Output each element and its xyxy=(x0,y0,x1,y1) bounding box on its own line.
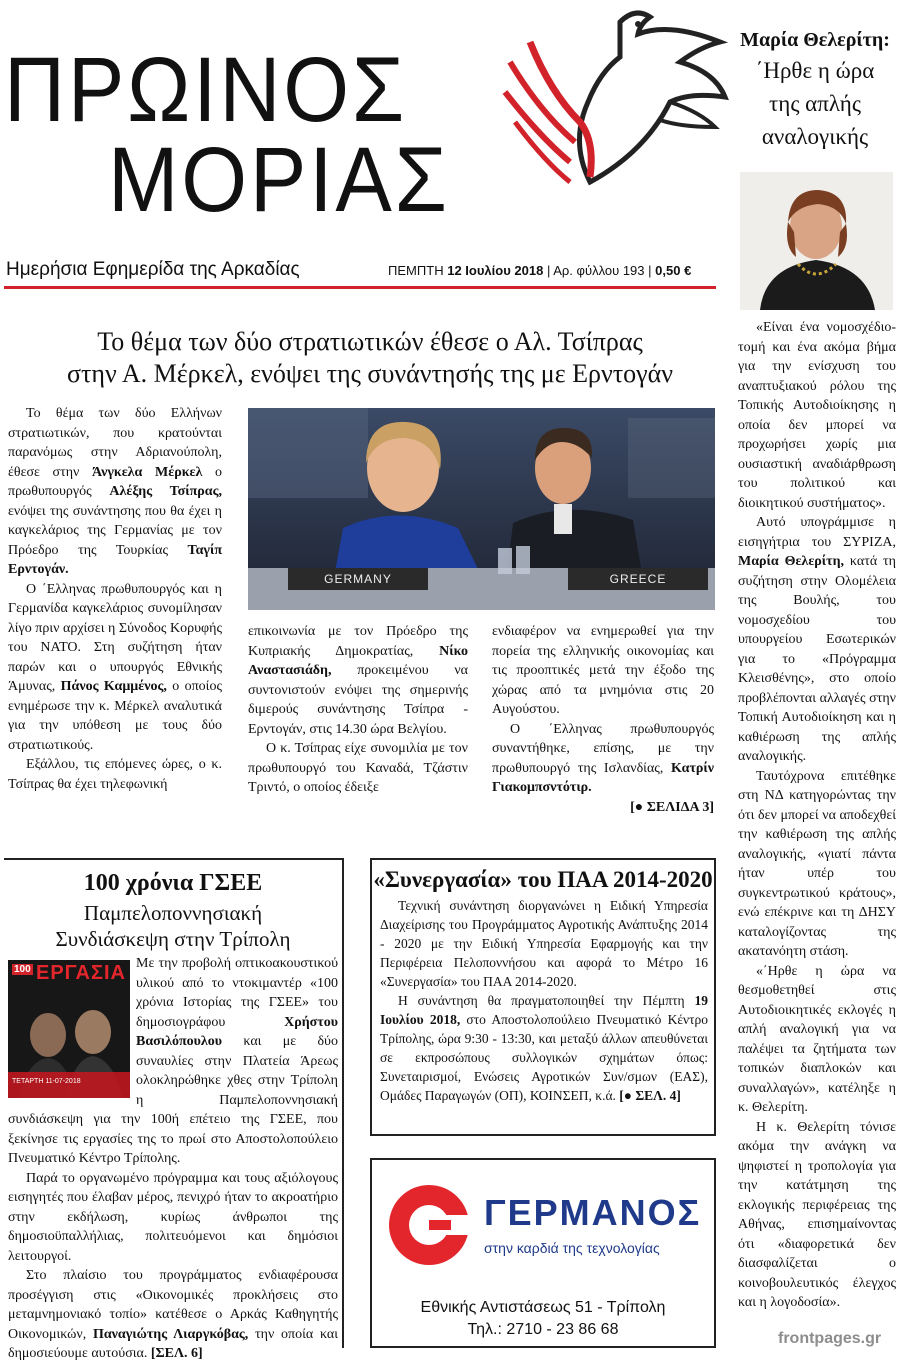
gsee-subtitle-line: Συνδιάσκεψη στην Τρίπολη xyxy=(55,927,291,951)
tagline: Ημερήσια Εφημερίδα της Αρκαδίας xyxy=(6,259,300,280)
issue-number: Αρ. φύλλου 193 xyxy=(553,263,645,278)
masthead-rule xyxy=(4,286,716,289)
article-paragraph xyxy=(248,622,468,739)
text: Με την προβολή οπτικοακουστικού υλικού από το ντοκιμαντέρ «100 χρόνια Ιστορίας της ΓΣΕΕ» του δημοσιογράφου xyxy=(136,956,338,1030)
main-column-3 xyxy=(492,622,714,817)
sidebar-headline-line: της απλής xyxy=(769,91,861,116)
poster-badge: 100 xyxy=(14,964,31,975)
text: προκειμένου να συντονιστούν ενόψει της σημερινής διμερούς συνάντησης Τσίπρα - Ερντογάν, στις 14.30 ώρα Βελγίου. xyxy=(248,663,468,737)
portrait-figure-icon xyxy=(740,172,893,310)
sidebar-paragraph: Ταυτόχρονα επιτέθηκε στη ΝΔ κατηγορώντας την ότι δεν μπορεί να αποδεχθεί την καθιέρωση της απλής αναλογικής, «γιατί πάντα ήταν υπέρ του συγκεντρωτικού κράτους», ενώ επέκρινε και τη ΔΗΣΥ καταλογίζοντας της ακατανόητη στάση. xyxy=(738,768,896,959)
text: Ο ΄Ελληνας πρωθυπουργός και η Γερμανίδα καγκελάριος συνομίλησαν λίγο πριν αρχίσει η Σύνοδος Κορυφής του ΝΑΤΟ. Στη συζήτηση ήταν παρών και ο υπουργός Εθνικής Άμυνας, xyxy=(8,581,222,694)
paa-body xyxy=(380,896,708,1105)
gsee-article xyxy=(4,858,344,1361)
ad-phone: Τηλ.: 2710 - 23 86 68 xyxy=(467,1321,619,1338)
sidebar-headline-line: αναλογικής xyxy=(761,124,869,149)
article-paragraph xyxy=(8,404,222,580)
sidebar-body xyxy=(738,318,896,1313)
page-ref-link[interactable]: [● ΣΕΛ. 4] xyxy=(619,1088,681,1103)
text: κατά τη συζήτηση στην Ολομέλεια της Βουλής, του νομοσχεδίου του υπουργείου Εσωτερικών για το «Πρόγραμμα Κλεισθένης», στο οποίο προβλέπονται αλλαγές στην Τοπική Αυτοδιοίκηση και η καθιέρωση της απλής αναλογικής. xyxy=(738,554,896,764)
article-paragraph: ενδιαφέρον να ενημερωθεί για την πορεία της ελληνικής οικονομίας και τις προοπτικές μετά την έξοδο της χώρας από τα μνημόνια στις 20 Αυγούστου. xyxy=(492,624,714,717)
portrait-photo xyxy=(740,172,893,310)
placard-greece: GREECE xyxy=(609,572,667,586)
person-name: Πάνος Καμμένος, xyxy=(60,679,167,694)
sidebar-paragraph: Η κ. Θελερίτη τόνισε ακόμα την ανάγκη να ψηφιστεί η τροπολογία για την κατάτμηση της εκλογικής περιφέρειας της Αθήνας, επισημαίνοντας ότι «διαφορετικά δεν διασφαλίζεται ο κοινοβουλευτικός έλεγχος και η λογοδοσία». xyxy=(738,1119,896,1310)
ad-slogan: στην καρδιά της τεχνολογίας xyxy=(484,1240,660,1256)
text: Αυτό υπογράμμισε η εισηγήτρια του ΣΥΡΙΖΑ, xyxy=(738,515,896,550)
paa-title: «Συνεργασία» του ΠΑΑ 2014-2020 xyxy=(373,867,713,892)
text: στο Αποστολοπούλειο Πνευματικό Κέντρο Τρίπολης, ώρα 9:30 - 13:30, και μεταξύ άλλων απευθύνεται σε εκπροσώπους συλλογικών σχημάτων όπως: Συνεταιρισμοί, Ενώσεις Αγροτικών Συν/σμων (ΕΑΣ), Ομάδες Παραγωγών (ΟΠ), ΚΟΙΝΣΕΠ, κ.ά. xyxy=(380,1012,708,1103)
gsee-title: 100 χρόνια ΓΣΕΕ xyxy=(83,870,263,896)
article-paragraph xyxy=(8,1266,338,1364)
text: Η συνάντηση θα πραγματοποιηθεί την Πέμπτη xyxy=(398,993,695,1008)
article-paragraph: Εξάλλου, τις επόμενες ώρες, ο κ. Τσίπρας θα έχει τηλεφωνική xyxy=(8,757,222,792)
event-date: 19 Ιουλίου 2018, xyxy=(380,993,708,1027)
separator: | xyxy=(648,263,652,278)
sidebar-paragraph xyxy=(738,513,896,767)
sidebar xyxy=(730,0,900,1355)
text: επικοινωνία με τον Πρόεδρο της Κυπριακής Δημοκρατίας, xyxy=(248,624,468,659)
masthead-title-line1: ΠΡΩΙΝΟΣ xyxy=(4,39,407,141)
gsee-subtitle xyxy=(4,900,342,952)
gsee-subtitle-line: Παμπελοποννησιακή xyxy=(83,901,263,925)
main-headline-line: Το θέμα των δύο στρατιωτικών έθεσε ο Αλ. Τσίπρας xyxy=(97,327,643,356)
article-paragraph xyxy=(492,720,714,798)
issue-info xyxy=(388,262,691,280)
poster-word: ΕΡΓΑΣΙΑ xyxy=(36,962,126,984)
ad-address: Εθνικής Αντιστάσεως 51 - Τρίπολη xyxy=(420,1299,666,1316)
person-name: Άνγκελα Μέρκελ xyxy=(92,464,203,480)
person-name: Παναγιώτης Λιαργκόβας, xyxy=(92,1326,249,1342)
sidebar-paragraph: «Είναι ένα νομοσχέδιο-τομή και ένα ακόμα βήμα για την ενίσχυση του αναπτυξιακού ρόλου της Τοπικής Αυτοδιοίκησης η οποία δεν μπορεί να προχωρήσει χωρίς μια ουσιαστική αναδιάρθρωση του πολιτικού και διοικητικού συστήματος». xyxy=(738,320,896,511)
masthead-title-line2: ΜΟΡΙΑΣ xyxy=(108,129,450,231)
germanos-logo-icon xyxy=(384,1180,474,1270)
person-name: Νίκο Αναστασιάδη, xyxy=(248,643,468,678)
sidebar-paragraph: «΄Ηρθε η ώρα να θεσμοθετηθεί στις Αυτοδιοικητικές εκλογές η απλή αναλογική για να παλέψει τα ζητήματα των τοπικών διαπλοκών και συναλλαγών», κατέληξε η κ. Θελερίτη. xyxy=(738,963,896,1115)
paa-article xyxy=(370,858,716,1136)
main-photo xyxy=(248,408,715,610)
issue-price: 0,50 € xyxy=(655,263,692,278)
gsee-body xyxy=(8,954,338,1364)
issue-date: 12 Ιουλίου 2018 xyxy=(447,263,544,278)
text: ο οποίος ενημέρωσε την κ. Μέρκελ αναλυτικά για την υπόθεση με τους δύο στρατιωτικούς. xyxy=(8,679,222,753)
person-name: Αλέξης Τσίπρας, xyxy=(109,484,222,499)
placard-germany: GERMANY xyxy=(324,572,392,586)
ad-brand: ΓΕΡΜΑΝΟΣ xyxy=(484,1192,702,1233)
text: Στο πλαίσιο του προγράμματος ενδιαφέρουσα προσέγγιση στις «Οικονομικές προκλήσεις στο μεταμνημονιακό τοπίο» κατέθεσε ο Αρκάς Καθηγητής Οικονομικών, xyxy=(8,1268,338,1342)
main-column-2 xyxy=(248,622,468,798)
main-headline-line: στην Α. Μέρκελ, ενόψει της συνάντησής της με Ερντογάν xyxy=(66,359,674,388)
person-name: Ταγίπ Ερντογάν. xyxy=(8,542,222,577)
page-ref-link[interactable]: [ΣΕΛ. 6] xyxy=(150,1346,203,1361)
person-name: Κατρίν Γιακομπσντότιρ. xyxy=(492,760,714,795)
sidebar-name: Μαρία Θελερίτη: xyxy=(740,29,890,51)
article-paragraph: Ο κ. Τσίπρας είχε συνομιλία με τον πρωθυπουργό του Καναδά, Τζάστιν Τριντό, ο οποίος έδειξε xyxy=(248,741,468,795)
text: ο πρωθυπουργός xyxy=(8,464,222,499)
poster-float-spacer xyxy=(8,954,136,1096)
article-paragraph xyxy=(8,954,338,1169)
germanos-ad[interactable] xyxy=(370,1158,716,1348)
dove-logo-icon xyxy=(470,2,730,192)
text: και με δύο συναυλίες στην Πλατεία Άρεως ολοκληρώθηκε χθες στην Τρίπολη η Παμπελοποννησιακή συνδιάσκεψη για την 100ή επέτειο της ΓΣΕΕ, που ξεκίνησε τις εργασίες της το πρωί στο Αποστολοπούλειο Πνευματικό Κέντρο Τρίπολης. xyxy=(8,1034,338,1166)
sidebar-headline-line: ΄Ηρθε η ώρα xyxy=(755,58,875,83)
watermark: frontpages.gr xyxy=(778,1330,882,1347)
person-name: Μαρία Θελερίτη, xyxy=(738,554,845,569)
main-column-1 xyxy=(8,404,222,824)
person-name: Χρήστου Βασιλόπουλου xyxy=(136,1014,338,1049)
separator: | xyxy=(546,263,551,278)
text: Το θέμα των δύο Ελλήνων στρατιωτικών, που κρατούνται παρανόμως στην Αδριανούπολη, έθεσε στην xyxy=(8,406,222,480)
poster-date: ΤΕΤΑΡΤΗ 11-07-2018 xyxy=(12,1078,81,1085)
issue-day: ΠΕΜΠΤΗ xyxy=(388,263,444,278)
article-paragraph xyxy=(8,580,222,756)
masthead xyxy=(0,0,730,290)
article-paragraph xyxy=(380,991,708,1105)
article-paragraph: Τεχνική συνάντηση διοργανώνει η Ειδική Υπηρεσία Διαχείρισης του Προγράμματος Αγροτικής Ανάπτυξης 2014 - 2020 με την Ειδική Υπηρεσία Εφαρμογής και την Περιφέρεια Πελοποννήσου και αφορά το Μέτρο 16 «Συνεργασία» του ΠΑΑ 2014-2020. xyxy=(380,898,708,989)
article-paragraph: Παρά το οργανωμένο πρόγραμμα και τους αξιόλογους εισηγητές που έλαβαν μέρος, πενιχρό ήταν το ακροατήριο στην εκδήλωση, κυρίως άνθρωποι της δημοσιοϋπαλλήλιας, πολιτευόμενοι και δημόσιοι λειτουργοί. xyxy=(8,1170,338,1264)
text: ενόψει της συνάντησης που θα έχει η καγκελάριος της Γερμανίας με τον Πρόεδρο της Τουρκίας xyxy=(8,503,222,558)
sidebar-headline xyxy=(730,54,900,153)
text: Ο ΄Ελληνας πρωθυπουργός συναντήθηκε, επίσης, με την πρωθυπουργό της Ισλανδίας, xyxy=(492,721,714,776)
main-headline xyxy=(0,326,740,390)
text: την οποία και δημοσιεύουμε αυτούσια. xyxy=(8,1326,338,1361)
page-ref-link[interactable]: [● ΣΕΛΙΔΑ 3] xyxy=(630,799,714,815)
